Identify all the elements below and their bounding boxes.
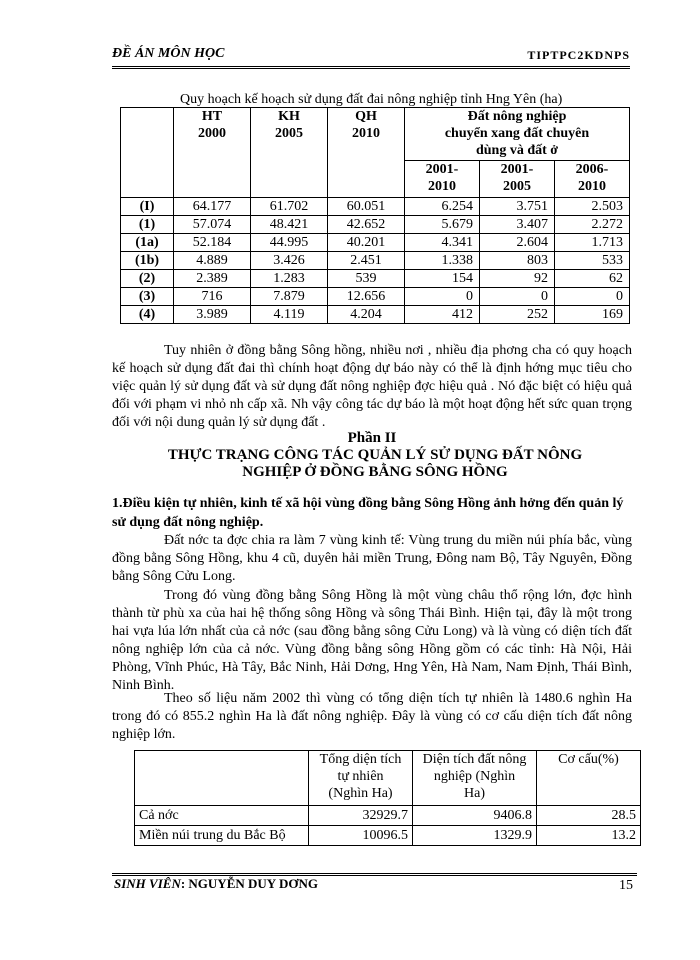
table2-col-agri-area: Diện tích đất nông nghiệp (Nghìn Ha) (413, 751, 537, 806)
header-right-text: TIPTPC2KDNPS (527, 48, 630, 62)
cell: 4.119 (251, 306, 328, 324)
table1-group-header: Đất nông nghiệp chuyển xang đất chuyên dùng và đất ở (405, 108, 630, 161)
table-row (121, 198, 630, 216)
cell: 57.074 (174, 216, 251, 234)
cell: 5.679 (405, 216, 480, 234)
section-heading: 1.Điều kiện tự nhiên, kinh tế xã hội vùng đồng bằng Sông Hồng ảnh hởng đến quản lý sử dụng đất nông nghiệp. (112, 496, 624, 530)
cell: 92 (479, 270, 554, 288)
cell: 13.2 (537, 826, 641, 846)
table1-subcol-2001-2010: 2001- 2010 (405, 161, 480, 198)
table1-subcol-2001-2005: 2001- 2005 (479, 161, 554, 198)
paragraph-forecast: Tuy nhiên ở đồng bằng Sông hồng, nhiều nơi , nhiều địa phơng cha có quy hoạch kế hoạch sử dụng đất đai thì chính hoạt động dự báo này có thể là định hớng mục tiêu cho việc quản lý sử dụng đất và sử dụng đất nông nghiệp đợc hiệu quả . Nó đặc biệt có hiệu quả đối với phạm vi nhỏ nh cấp xã. Nh vậy công tác dự báo là một hoạt động hết sức quan trọng đối với nội dung quản lý sử dụng đất . (112, 343, 632, 430)
page-number: 15 (619, 878, 633, 893)
cell: 12.656 (328, 288, 405, 306)
cell: 48.421 (251, 216, 328, 234)
cell: 169 (554, 306, 629, 324)
cell: 40.201 (328, 234, 405, 252)
table1-col-kh2005: KH 2005 (251, 108, 328, 198)
paragraph-statistics-2002: Theo số liệu năm 2002 thì vùng có tổng diện tích tự nhiên là 1480.6 nghìn Ha trong đó có 855.2 nghìn Ha là đất nông nghiệp. Đây là vùng có cơ cấu diện tích đất nông nghiệp lớn. (112, 691, 632, 742)
row-label: (1b) (121, 252, 174, 270)
table2-col-structure: Cơ cấu(%) (537, 751, 641, 806)
cell: 62 (554, 270, 629, 288)
cell: 44.995 (251, 234, 328, 252)
cell: 2.503 (554, 198, 629, 216)
land-use-plan-table (120, 107, 630, 324)
footer-student-name: NGUYỄN DUY DƠNG (188, 876, 318, 891)
table-row (121, 306, 630, 324)
cell: 1.283 (251, 270, 328, 288)
cell: 3.426 (251, 252, 328, 270)
paragraph-economic-regions: Đất nớc ta đợc chia ra làm 7 vùng kinh tế: Vùng trung du miền núi phía bắc, vùng đồng bằng Sông Hồng, khu 4 cũ, duyên hải miền Trung, Đông nam Bộ, Tây Nguyên, Đồng bằng Sông Cửu Long. (112, 533, 632, 584)
table1-caption: Quy hoạch kế hoạch sử dụng đất đai nông nghiệp tỉnh Hng Yên (ha) (180, 92, 563, 107)
cell: 32929.7 (309, 806, 413, 826)
cell: 61.702 (251, 198, 328, 216)
cell: 10096.5 (309, 826, 413, 846)
cell: 2.604 (479, 234, 554, 252)
table2-col-total-area: Tổng diện tích tự nhiên (Nghìn Ha) (309, 751, 413, 806)
cell: 3.751 (479, 198, 554, 216)
cell: 2.389 (174, 270, 251, 288)
table-row (121, 270, 630, 288)
row-label: (4) (121, 306, 174, 324)
cell: 154 (405, 270, 480, 288)
table2-corner-cell (135, 751, 309, 806)
table-row (121, 288, 630, 306)
cell: 0 (554, 288, 629, 306)
cell: 539 (328, 270, 405, 288)
cell: 803 (479, 252, 554, 270)
cell: 7.879 (251, 288, 328, 306)
row-label: (I) (121, 198, 174, 216)
row-label: (1) (121, 216, 174, 234)
cell: 28.5 (537, 806, 641, 826)
table-row (135, 826, 641, 846)
page-header (112, 46, 630, 69)
cell: 252 (479, 306, 554, 324)
table1-corner-cell (121, 108, 174, 198)
cell: 1.713 (554, 234, 629, 252)
cell: 1329.9 (413, 826, 537, 846)
table1-col-qh2010: QH 2010 (328, 108, 405, 198)
row-label: (1a) (121, 234, 174, 252)
header-course-title: ĐỀ ÁN MÔN HỌC (112, 46, 225, 61)
footer-separator: : (180, 876, 189, 891)
cell: 412 (405, 306, 480, 324)
table-row (121, 216, 630, 234)
paragraph-red-river-delta: Trong đó vùng đồng bằng Sông Hồng là một vùng châu thổ rộng lớn, đợc hình thành từ phù xa của hai hệ thống sông Hồng và sông Thái Bình. Hiện tại, đây là một trong hai vựa lúa lớn nhất của cả nớc (sau đồng bằng sông Cửu Long) và là vùng có diện tích đất nông nghiệp lớn của cả nớc. Vùng đồng bằng sông Hồng gồm có các tỉnh: Hà Nội, Hải Phòng, Vĩnh Phúc, Hà Tây, Bắc Ninh, Hải Dơng, Hng Yên, Hà Nam, Nam Định, Thái Bình, Ninh Bình. (112, 588, 632, 693)
cell: 4.341 (405, 234, 480, 252)
cell: 2.272 (554, 216, 629, 234)
footer-student-label: SINH VIÊN (114, 876, 181, 891)
cell: 4.889 (174, 252, 251, 270)
cell: 52.184 (174, 234, 251, 252)
table1-col-ht2000: HT 2000 (174, 108, 251, 198)
cell: 2.451 (328, 252, 405, 270)
cell: 3.989 (174, 306, 251, 324)
row-label: (2) (121, 270, 174, 288)
cell: 533 (554, 252, 629, 270)
cell: 0 (405, 288, 480, 306)
cell: 0 (479, 288, 554, 306)
cell: 716 (174, 288, 251, 306)
table-row (121, 252, 630, 270)
land-area-table (134, 750, 641, 846)
part-title: Phần II (347, 430, 397, 446)
chapter-title: THỰC TRẠNG CÔNG TÁC QUẢN LÝ SỬ DỤNG ĐẤT NÔNG NGHIỆP Ở ĐỒNG BẰNG SÔNG HỒNG (167, 447, 583, 480)
row-label: Miền núi trung du Bắc Bộ (135, 826, 309, 846)
cell: 64.177 (174, 198, 251, 216)
row-label: (3) (121, 288, 174, 306)
table-row (135, 806, 641, 826)
cell: 4.204 (328, 306, 405, 324)
table1-subcol-2006-2010: 2006- 2010 (554, 161, 629, 198)
cell: 6.254 (405, 198, 480, 216)
table-row (121, 234, 630, 252)
cell: 60.051 (328, 198, 405, 216)
cell: 42.652 (328, 216, 405, 234)
footer-student (114, 876, 318, 892)
row-label: Cả nớc (135, 806, 309, 826)
cell: 9406.8 (413, 806, 537, 826)
cell: 1.338 (405, 252, 480, 270)
cell: 3.407 (479, 216, 554, 234)
